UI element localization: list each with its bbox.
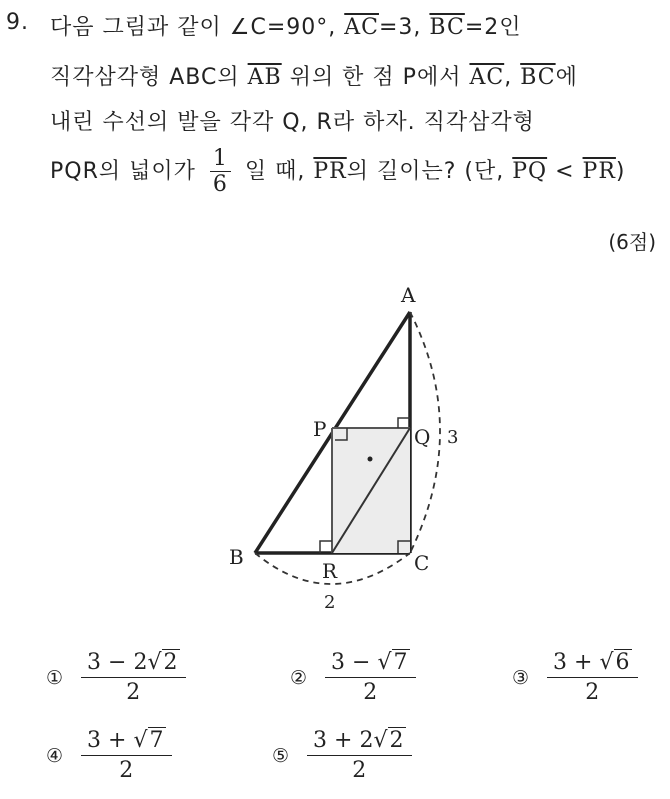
segment-ab: $\overline{AB}$: [247, 65, 282, 90]
choice-fraction: 3 + √7 2: [81, 728, 171, 783]
question-number: 9.: [6, 10, 29, 35]
text: 에: [555, 65, 578, 90]
choice-numerator: 3 +: [87, 728, 134, 753]
choice-denominator: 2: [363, 680, 378, 705]
label-length-bc: 2: [324, 592, 336, 613]
text: 직각삼각형 ABC의: [50, 65, 240, 90]
label-p: P: [313, 417, 327, 441]
choice-denominator: 2: [585, 680, 600, 705]
choice-denominator: 2: [119, 758, 134, 783]
text: =3,: [378, 15, 422, 40]
text: 의 길이는? (단,: [346, 158, 505, 184]
question-line-3: 내린 수선의 발을 각각 Q, R라 하자. 직각삼각형: [50, 110, 535, 135]
choice-marker: ③: [512, 666, 530, 689]
choice-numerator: 3 + 2: [313, 728, 374, 753]
choice-3[interactable]: [512, 650, 638, 705]
choice-fraction: 3 − √7 2: [325, 650, 415, 705]
segment-pr: $\overline{PR}$: [582, 158, 616, 184]
segment-ac: $\overline{AC}$: [344, 15, 379, 40]
choice-radicand: 6: [615, 650, 630, 675]
label-r: R: [322, 559, 338, 583]
choice-denominator: 2: [126, 680, 141, 705]
choice-fraction: 3 + 2√2 2: [307, 728, 411, 783]
label-a: A: [401, 283, 416, 307]
question-line-2: [50, 60, 578, 91]
choice-marker: ②: [290, 666, 308, 689]
choice-numerator: 3 +: [553, 650, 600, 675]
choice-radicand: 7: [149, 728, 164, 753]
triangle-figure: [0, 270, 670, 630]
choice-numerator: 3 −: [331, 650, 378, 675]
choice-4[interactable]: [46, 728, 172, 783]
fraction-numerator: 1: [210, 146, 231, 172]
text: 위의 한 점 P에서: [289, 65, 462, 90]
question-line-4: [50, 146, 626, 198]
label-length-ac: 3: [447, 427, 459, 448]
choice-2[interactable]: [290, 650, 416, 705]
fraction: [210, 146, 231, 198]
text: ,: [504, 65, 513, 90]
text: PQR의 넓이가: [50, 158, 196, 184]
label-b: B: [229, 545, 244, 569]
score-label: (6점): [608, 230, 656, 254]
text: 다음 그림과 같이 ∠C=90°,: [50, 15, 337, 40]
segment-pq: $\overline{PQ}$: [512, 158, 548, 184]
segment-ac: $\overline{AC}$: [469, 65, 505, 90]
label-q: Q: [414, 425, 431, 449]
fraction-denominator: 6: [212, 172, 228, 198]
less-than: <: [555, 158, 575, 184]
right-angle-r: [320, 541, 332, 553]
text: =2인: [464, 15, 522, 40]
segment-pr: $\overline{PR}$: [313, 158, 347, 184]
choice-denominator: 2: [352, 758, 367, 783]
segment-bc: $\overline{BC}$: [520, 65, 556, 90]
text: 일 때,: [244, 158, 306, 184]
choice-5[interactable]: [272, 728, 412, 783]
choice-radicand: 7: [393, 650, 408, 675]
label-c: C: [414, 551, 430, 575]
choice-marker: ①: [46, 666, 64, 689]
segment-bc: $\overline{BC}$: [429, 15, 465, 40]
choice-numerator: 3 − 2: [87, 650, 148, 675]
choice-marker: ④: [46, 744, 64, 767]
choice-fraction: 3 + √6 2: [547, 650, 637, 705]
choice-fraction: 3 − 2√2 2: [81, 650, 185, 705]
question-line-1: [50, 10, 522, 41]
choice-radicand: 2: [163, 650, 178, 675]
center-dot: [368, 457, 373, 462]
choice-marker: ⑤: [272, 744, 290, 767]
right-angle-q: [398, 418, 410, 428]
text: ): [615, 158, 626, 184]
choice-radicand: 2: [389, 728, 404, 753]
choice-1[interactable]: [46, 650, 186, 705]
